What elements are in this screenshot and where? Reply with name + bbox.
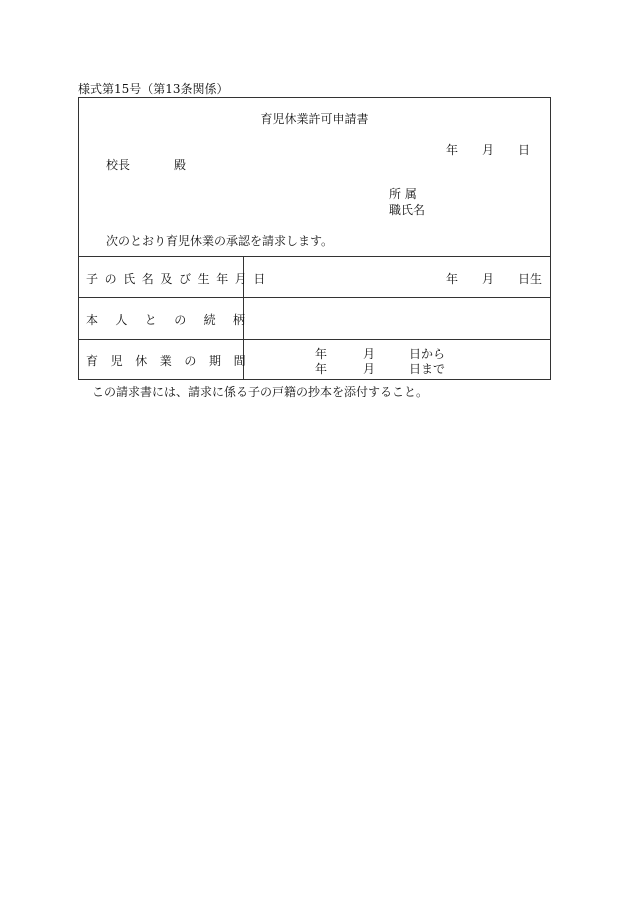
leave-period-label: 育児休業の期間	[86, 354, 259, 368]
date-day-label: 日	[518, 143, 531, 157]
divider-line	[79, 297, 550, 298]
name-label: 職氏名	[389, 203, 426, 217]
child-birth-year: 年	[446, 272, 459, 286]
leave-from-year: 年	[315, 347, 328, 361]
leave-to-day: 日まで	[409, 362, 446, 376]
child-birth-day: 日生	[518, 272, 543, 286]
form-number: 様式第15号（第13条関係）	[78, 82, 229, 96]
date-month-label: 月	[482, 143, 495, 157]
divider-line	[79, 256, 550, 257]
leave-to-month: 月	[363, 362, 376, 376]
leave-from-day: 日から	[409, 347, 446, 361]
leave-to-year: 年	[315, 362, 328, 376]
child-birth-month: 月	[482, 272, 495, 286]
request-text: 次のとおり育児休業の承認を請求します。	[106, 234, 334, 248]
form-frame	[78, 97, 551, 380]
leave-from-month: 月	[363, 347, 376, 361]
attachment-note: この請求書には、請求に係る子の戸籍の抄本を添付すること。	[92, 385, 429, 399]
form-title: 育児休業許可申請書	[260, 112, 369, 126]
addressee-honorific: 殿	[174, 158, 187, 172]
affiliation-label: 所 属	[389, 187, 417, 201]
relationship-label: 本人との続柄	[86, 313, 263, 327]
child-name-birth-label: 子の氏名及び生年月日	[86, 272, 273, 286]
date-year-label: 年	[446, 143, 459, 157]
divider-line	[79, 339, 550, 340]
addressee-name: 校長	[106, 158, 131, 172]
